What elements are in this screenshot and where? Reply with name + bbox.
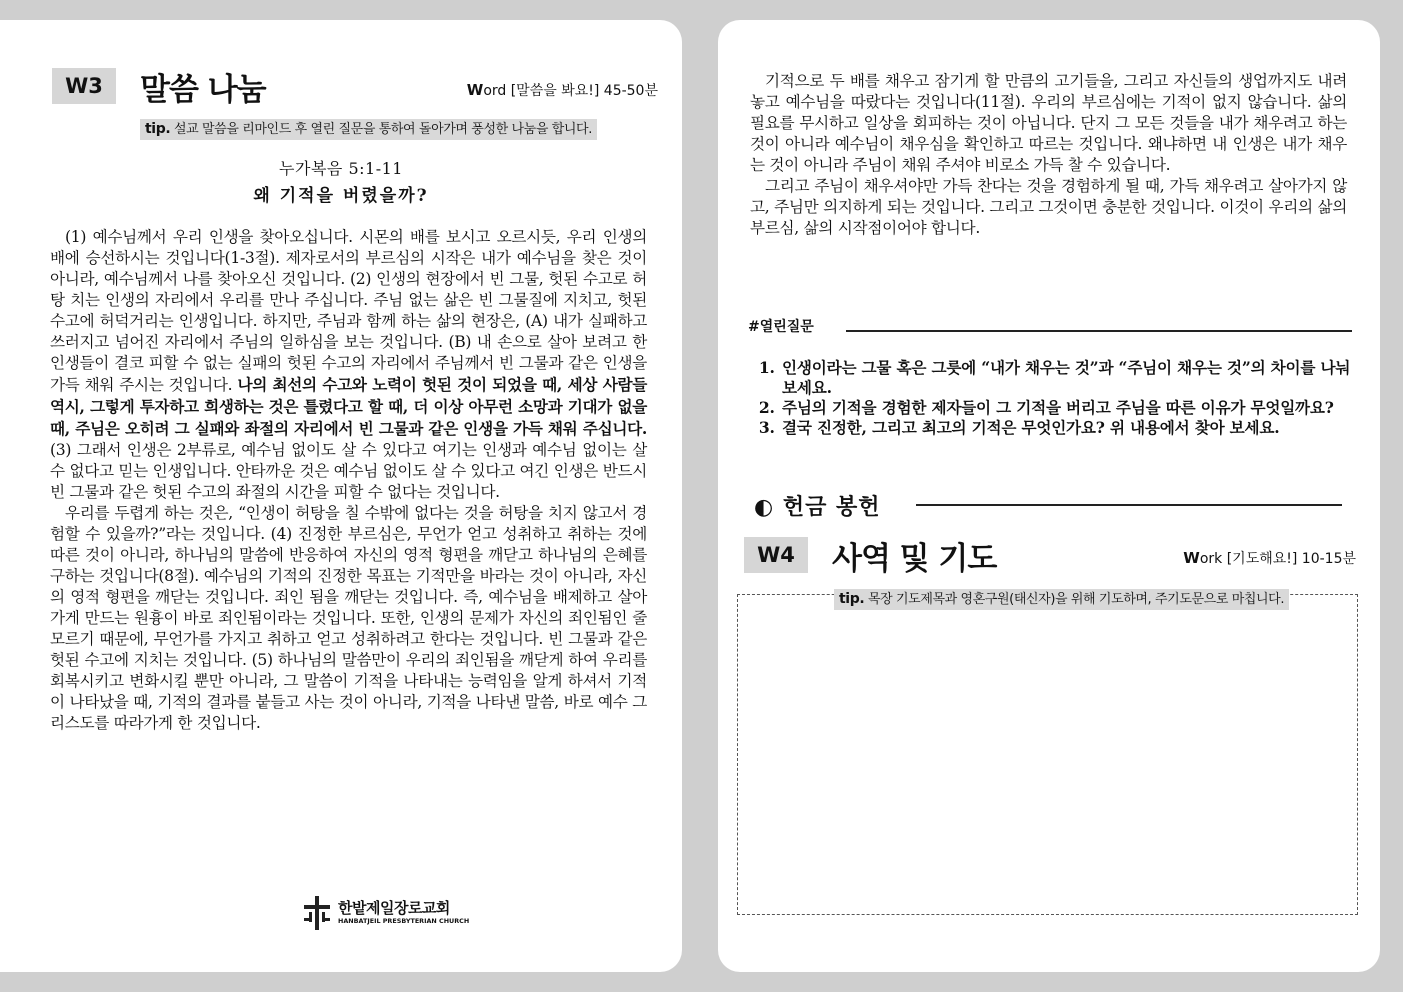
offering-heading: ◐ 헌금 봉헌 [754,495,881,520]
sermon-body-continued [750,71,1347,239]
paragraph-1-text-2: (3) 그래서 인생은 2부류로, 예수님 없이도 살 수 있다고 여기는 인생과 예수님 없이는 살 수 없다고 믿는 인생입니다. 안타까운 것은 예수님 없이도 살 수 있다고 여긴 인생은 반드시 빈 그물과 같은 헛된 수고의 좌절의 시간을 피할 수 없다는 것입니다. [50,441,647,501]
question-list [750,358,1363,438]
section-title-w3: 말씀 나눔 [140,72,266,108]
question-item: 2. 주님의 기적을 경험한 제자들이 그 기적을 버리고 주님을 따른 이유가 무엇일까요? [780,398,1363,418]
cross-icon [300,894,334,932]
open-questions-divider [846,330,1352,332]
sermon-body [50,227,647,734]
open-questions-label: #열린질문 [748,319,814,335]
right-page [718,20,1380,972]
paragraph-1 [50,227,647,503]
question-item: 1. 인생이라는 그물 혹은 그릇에 “내가 채우는 것”과 “주님이 채우는 것”의 차이를 나눠보세요. [780,358,1363,398]
tip-banner-w3 [140,119,597,140]
paragraph-1-emphasis: 나의 최선의 수고와 노력이 헛된 것이 되었을 때, 세상 사람들 역시, 그렇게 투자하고 희생하는 것은 틀렸다고 할 때, 더 이상 아무런 소망과 기대가 없을 때, 주님은 오히려 그 실패와 좌절의 자리에서 빈 그물과 같은 인생을 가득 채워 주십니다. [50,375,647,438]
question-item: 3. 결국 진정한, 그리고 최고의 기적은 무엇인가요? 위 내용에서 찾아 보세요. [780,418,1363,438]
paragraph-4: 그리고 주님이 채우셔야만 가득 찬다는 것을 경험하게 될 때, 가득 채우려고 살아가지 않고, 주님만 의지하게 되는 것입니다. 그리고 그것이면 충분한 것입니다. 이것이 우리의 삶의 부르심, 삶의 시작점이어야 합니다. [750,177,1347,237]
section-tag-w3: W3 [52,68,116,104]
tip-text: 목장 기도제목과 영혼구원(태신자)을 위해 기도하며, 주기도문으로 마칩니다. [864,592,1285,607]
church-name-english: HANBATJEIL PRESBYTERIAN CHURCH [338,917,470,925]
sermon-title: 왜 기적을 버렸을까? [253,186,429,206]
section-subtitle-w4 [1183,548,1356,568]
paragraph-1-text: (1) 예수님께서 우리 인생을 찾아오십니다. 시몬의 배를 보시고 오르시듯, 우리 인생의 배에 승선하시는 것입니다(1-3절). 제자로서의 부르심의 시작은 내가 예수님을 찾은 것이 아니라, 예수님께서 나를 찾아오신 것입니다. (2) 인생의 현장에서 빈 그물, 헛된 수고로 허탕 치는 인생의 자리에서 우리를 만나 주십니다. 주님 없는 삶은 빈 그물질에 지치고, 헛된 수고에 허덕거리는 인생입니다. 하지만, 주님과 함께 하는 삶의 현장은, (A) 내가 실패하고 쓰러지고 넘어진 자리에서 주님의 일하심을 보는 것입니다. (B) 내 손으로 살아 보려고 한 인생들이 결코 피할 수 없는 실패의 헛된 수고의 자리에서 주님께서 빈 그물과 같은 인생을 가득 채워 주시는 것입니다. [50,228,647,394]
section-subtitle-w3 [467,80,658,100]
subtitle-rest: ord [말씀을 봐요!] 45-50분 [483,83,658,99]
church-logo [300,894,490,934]
section-tag-w4: W4 [744,537,808,573]
subtitle-initial: W [466,81,484,99]
tip-text: 설교 말씀을 리마인드 후 열린 질문을 통하여 돌아가며 풍성한 나눔을 합니다. [170,122,592,137]
section-title-w4: 사역 및 기도 [832,541,997,577]
paragraph-3: 기적으로 두 배를 채우고 잠기게 할 만큼의 고기들을, 그리고 자신들의 생업까지도 내려놓고 예수님을 따랐다는 것입니다(11절). 우리의 부르심에는 기적이 없지 않습니다. 삶의 필요를 무시하고 일상을 회피하는 것이 아닙니다. 단지 그 모든 것들을 내가 채우려고 하는 것이 아니라 예수님이 채우심을 확인하고 따르는 것입니다. 왜냐하면 내 인생은 내가 채우는 것이 아니라 주님이 채워 주셔야 비로소 가득 찰 수 있습니다. [750,72,1347,174]
paragraph-2: 우리를 두렵게 하는 것은, “인생이 허탕을 칠 수밖에 없다는 것을 허탕을 치지 않고서 경험할 수 있을까?”라는 것입니다. (4) 진정한 부르심은, 무언가 얻고 성취하고 취하는 것에 따른 것이 아니라, 하나님의 말씀에 반응하여 자신의 영적 형편을 깨닫고 하나님의 은혜를 구하는 것입니다(8절). 예수님의 기적의 진정한 목표는 기적만을 바라는 것이 아니라, 자신의 영적 형편을 깨닫는 것입니다. 죄인 됨을 깨닫는 것입니다. 즉, 예수님을 배제하고 살아가게 만드는 원흉이 바로 죄인됨이라는 것입니다. 또한, 인생의 문제가 자신의 죄인됨인 줄 모르기 때문에, 무언가를 가지고 취하고 얻고 성취하려고 한다는 것입니다. 빈 그물과 같은 헛된 수고에 지치는 것입니다. (5) 하나님의 말씀만이 우리의 죄인됨을 깨닫게 하여 우리를 회복시키고 변화시킬 뿐만 아니라, 그 말씀이 기적을 나타내는 능력임을 알게 하셔서 기적이 나타났을 때, 기적의 결과를 붙들고 사는 것이 아니라, 기적을 나타낸 말씀, 바로 예수 그리스도를 따라가게 한 것입니다. [50,504,647,732]
tip-banner-w4 [834,589,1289,610]
subtitle-initial: W [1183,549,1200,567]
scripture-reference: 누가복음 5:1-11 [279,159,403,178]
offering-divider [916,504,1342,506]
church-name: 한밭제일장로교회 [338,899,450,917]
tip-label: tip. [145,121,171,137]
left-page [0,20,682,972]
prayer-notes-box[interactable] [737,594,1358,915]
tip-label: tip. [839,591,865,607]
subtitle-rest: ork [기도해요!] 10-15분 [1199,551,1356,567]
